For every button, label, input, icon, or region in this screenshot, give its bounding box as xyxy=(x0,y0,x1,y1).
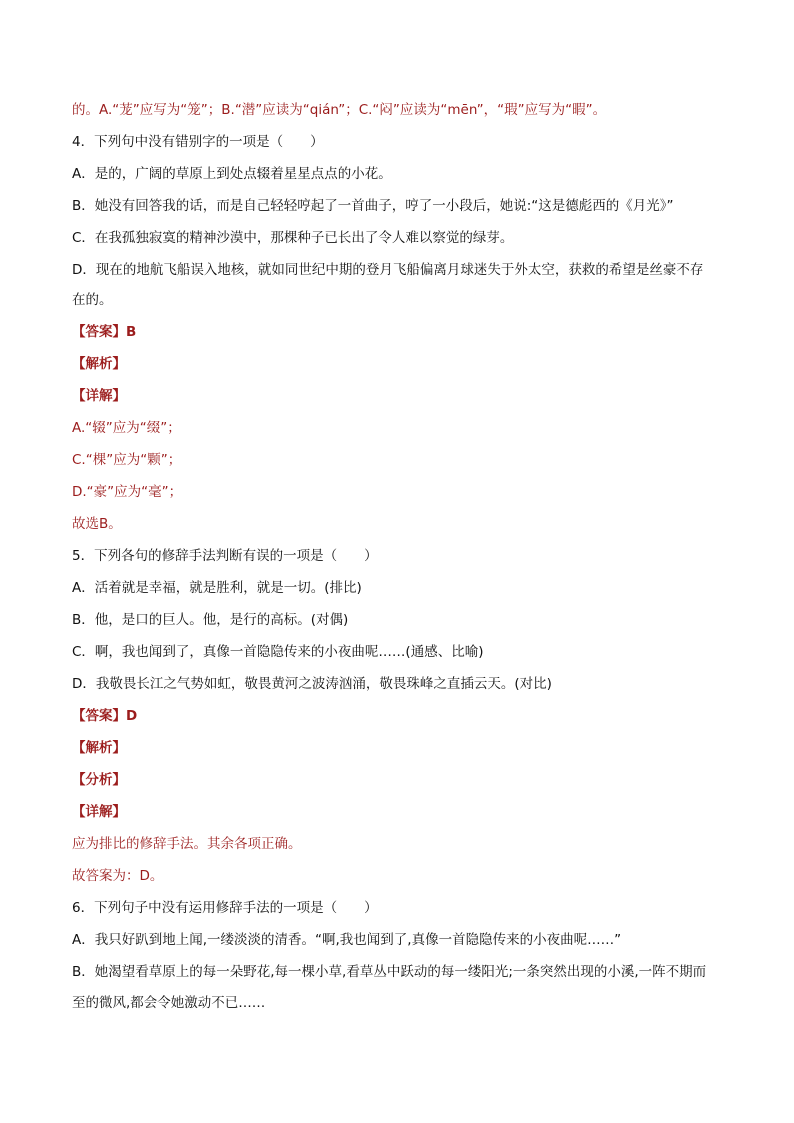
text-line-29: 至的微风,都会令她激动不已…… xyxy=(72,995,266,1011)
text-line-25: 故答案为：D。 xyxy=(72,868,164,884)
text-line-26: 6．下列句子中没有运用修辞手法的一项是（ ） xyxy=(72,900,378,916)
text-line-19: D．我敬畏长江之气势如虹，敬畏黄河之波涛汹涌，敬畏珠峰之直插云天。(对比) xyxy=(72,676,552,692)
text-line-24: 应为排比的修辞手法。其余各项正确。 xyxy=(72,836,302,852)
text-line-18: C．啊，我也闻到了，真像一首隐隐传来的小夜曲呢……(通感、比喻) xyxy=(72,644,484,660)
text-line-21: 【解析】 xyxy=(72,740,126,756)
text-line-13: D.“豪”应为“毫”； xyxy=(72,484,183,500)
text-line-28: B．她渴望看草原上的每一朵野花,每一棵小草,看草丛中跃动的每一缕阳光;一条突然出现的小溪,一阵不期而 xyxy=(72,964,707,980)
text-line-16: A．活着就是幸福，就是胜利，就是一切。(排比) xyxy=(72,580,362,596)
text-line-12: C.“棵”应为“颗”； xyxy=(72,452,182,468)
text-line-4: B．她没有回答我的话，而是自己轻轻哼起了一首曲子，哼了一小段后，她说:“这是德彪西的《月光》” xyxy=(72,198,674,214)
text-line-15: 5．下列各句的修辞手法判断有误的一项是（ ） xyxy=(72,548,378,564)
text-line-20: 【答案】D xyxy=(72,708,138,724)
text-line-8: 【答案】B xyxy=(72,324,137,340)
text-line-17: B．他，是口的巨人。他，是行的高标。(对偶) xyxy=(72,612,349,628)
text-line-2: 4．下列句中没有错别字的一项是（ ） xyxy=(72,134,324,150)
text-line-10: 【详解】 xyxy=(72,388,126,404)
text-line-22: 【分析】 xyxy=(72,772,126,788)
text-line-1: 的。A.“茏”应写为“笼”；B.“潜”应读为“qián”；C.“闷”应读为“mēn”，“瑕”应写为“暇”。 xyxy=(72,102,607,118)
text-line-14: 故选B。 xyxy=(72,516,122,532)
text-line-5: C．在我孤独寂寞的精神沙漠中，那棵种子已长出了令人难以察觉的绿芽。 xyxy=(72,230,514,246)
text-line-9: 【解析】 xyxy=(72,356,126,372)
text-line-23: 【详解】 xyxy=(72,804,126,820)
text-line-3: A．是的，广阔的草原上到处点辍着星星点点的小花。 xyxy=(72,166,392,182)
text-line-11: A.“辍”应为“缀”； xyxy=(72,420,181,436)
text-line-27: A．我只好趴到地上闻,一缕淡淡的清香。“啊,我也闻到了,真像一首隐隐传来的小夜曲呢……” xyxy=(72,932,622,948)
text-line-7: 在的。 xyxy=(72,292,113,308)
text-line-6: D．现在的地航飞船误入地核，就如同世纪中期的登月飞船偏离月球迷失于外太空，获救的希望是丝豪不存 xyxy=(72,262,704,278)
